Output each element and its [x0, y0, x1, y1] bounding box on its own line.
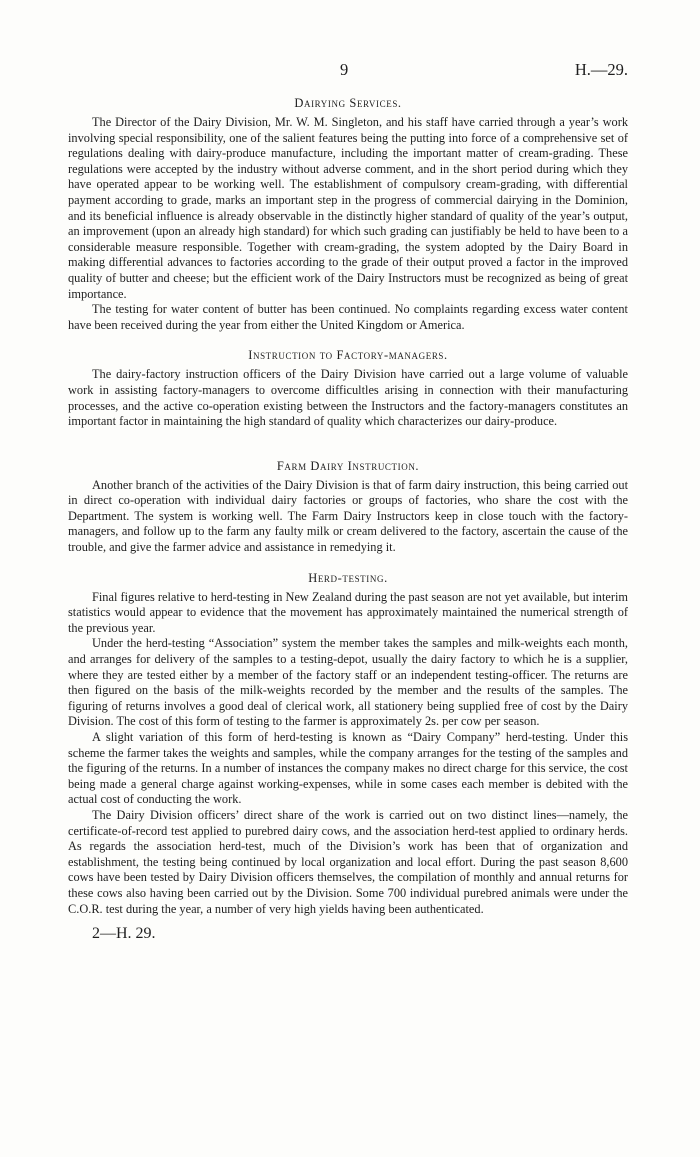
- section-herd-testing: [68, 570, 628, 917]
- paragraph: The Director of the Dairy Division, Mr. W. M. Singleton, and his staff have carried through a year’s work involving special responsibility, one of the salient features being the putting into force of a comprehensive set of regulations dealing with dairy-produce manufacture, including the important matter of cream-grading. These regulations were accepted by the industry without adverse comment, and in the short period during which they have operated appear to be working well. The establishment of compulsory cream-grading, with differential payment according to grade, marks an important step in the progress of commercial dairying in the Dominion, and its beneficial influence is already observable in the distinctly higher standard of quality of the year’s output, an improvement (upon an already high standard) for which such grading can justifiably be held to have been to a considerable measure responsible. Together with cream-grading, the system adopted by the Dairy Board in making differential advances to factories according to the grade of their output proved a factor in the improved quality of butter and cheese; but the efficient work of the Dairy Instructors must be recognized as being of great importance.: [68, 115, 628, 301]
- section-title: Instruction to Factory-managers.: [248, 348, 448, 363]
- paragraph: Under the herd-testing “Association” system the member takes the samples and milk-weights each month, and arranges for delivery of the samples to a testing-depot, usually the dairy factory to which he is a supplier, where they are tested either by a member of the factory staff or an independent testing-officer. The returns are then figured on the basis of the milk-weights recorded by the member and the results of the samples. The figuring of returns involves a good deal of clerical work, all stationery being supplied free of cost by the Dairy Division. The cost of this form of testing to the farmer is approximately 2s. per cow per season.: [68, 636, 628, 729]
- paragraph: Another branch of the activities of the Dairy Division is that of farm dairy instruction, this being carried out in direct co-operation with individual dairy factories or groups of factories, who share the cost with the Department. The system is working well. The Farm Dairy Instructors keep in close touch with the factory-managers, and follow up to the farm any faulty milk or cream delivered to the factory, ascertain the cause of the trouble, and give the farmer advice and assistance in remedying it.: [68, 477, 628, 555]
- paragraph: The testing for water content of butter has been continued. No complaints regarding excess water content have been received during the year from either the United Kingdom or America.: [68, 302, 628, 332]
- section-title: Herd-testing.: [308, 570, 388, 585]
- document-reference: H.—29.: [574, 60, 628, 79]
- section-title: Dairying Services.: [294, 96, 402, 110]
- paragraph: The dairy-factory instruction officers of the Dairy Division have carried out a large volume of valuable work in assisting factory-managers to overcome difficultles arising in connection with their manufacturing processes, and the active co-operation existing between the Instructors and the factory-managers constitutes an important factor in maintaining the high standard of quality which characterizes our dairy-produce.: [68, 367, 628, 429]
- section-title: Farm Dairy Instruction.: [276, 458, 420, 473]
- signature-mark: 2—H. 29.: [92, 925, 156, 943]
- document-page: [68, 62, 628, 942]
- section-instruction-to-factory-managers: [68, 347, 628, 429]
- page-number: 9: [340, 60, 349, 79]
- paragraph: The Dairy Division officers’ direct share of the work is carried out on two distinct lines—namely, the certificate-of-record test applied to purebred dairy cows, and the association herd-test applied to ordinary herds. As regards the association herd-test, much of the Division’s work has been that of organization and establishment, the testing being continued by local organization and local effort. During the past season 8,600 cows have been tested by Dairy Division officers themselves, the compilation of monthly and annual returns for these cows also having been carried out by the Division. Some 700 individual purebred animals were under the C.O.R. test during the year, a number of very high yields having been authenticated.: [68, 807, 628, 916]
- paragraph: A slight variation of this form of herd-testing is known as “Dairy Company” herd-testing. Under this scheme the farmer takes the weights and samples, while the company arranges for the testing of the samples and the figuring of the returns. In a number of instances the company makes no direct charge for this service, the cost being made a general charge against working-expenses, while in some cases each member is debited with the actual cost of conducting the work.: [68, 730, 628, 807]
- section-dairying-services: [68, 95, 628, 333]
- section-farm-dairy-instruction: [68, 458, 628, 556]
- page-header: [68, 62, 628, 82]
- paragraph: Final figures relative to herd-testing in New Zealand during the past season are not yet available, but interim statistics would appear to evidence that the movement has approximately maintained the numerical strength of the previous year.: [68, 589, 628, 635]
